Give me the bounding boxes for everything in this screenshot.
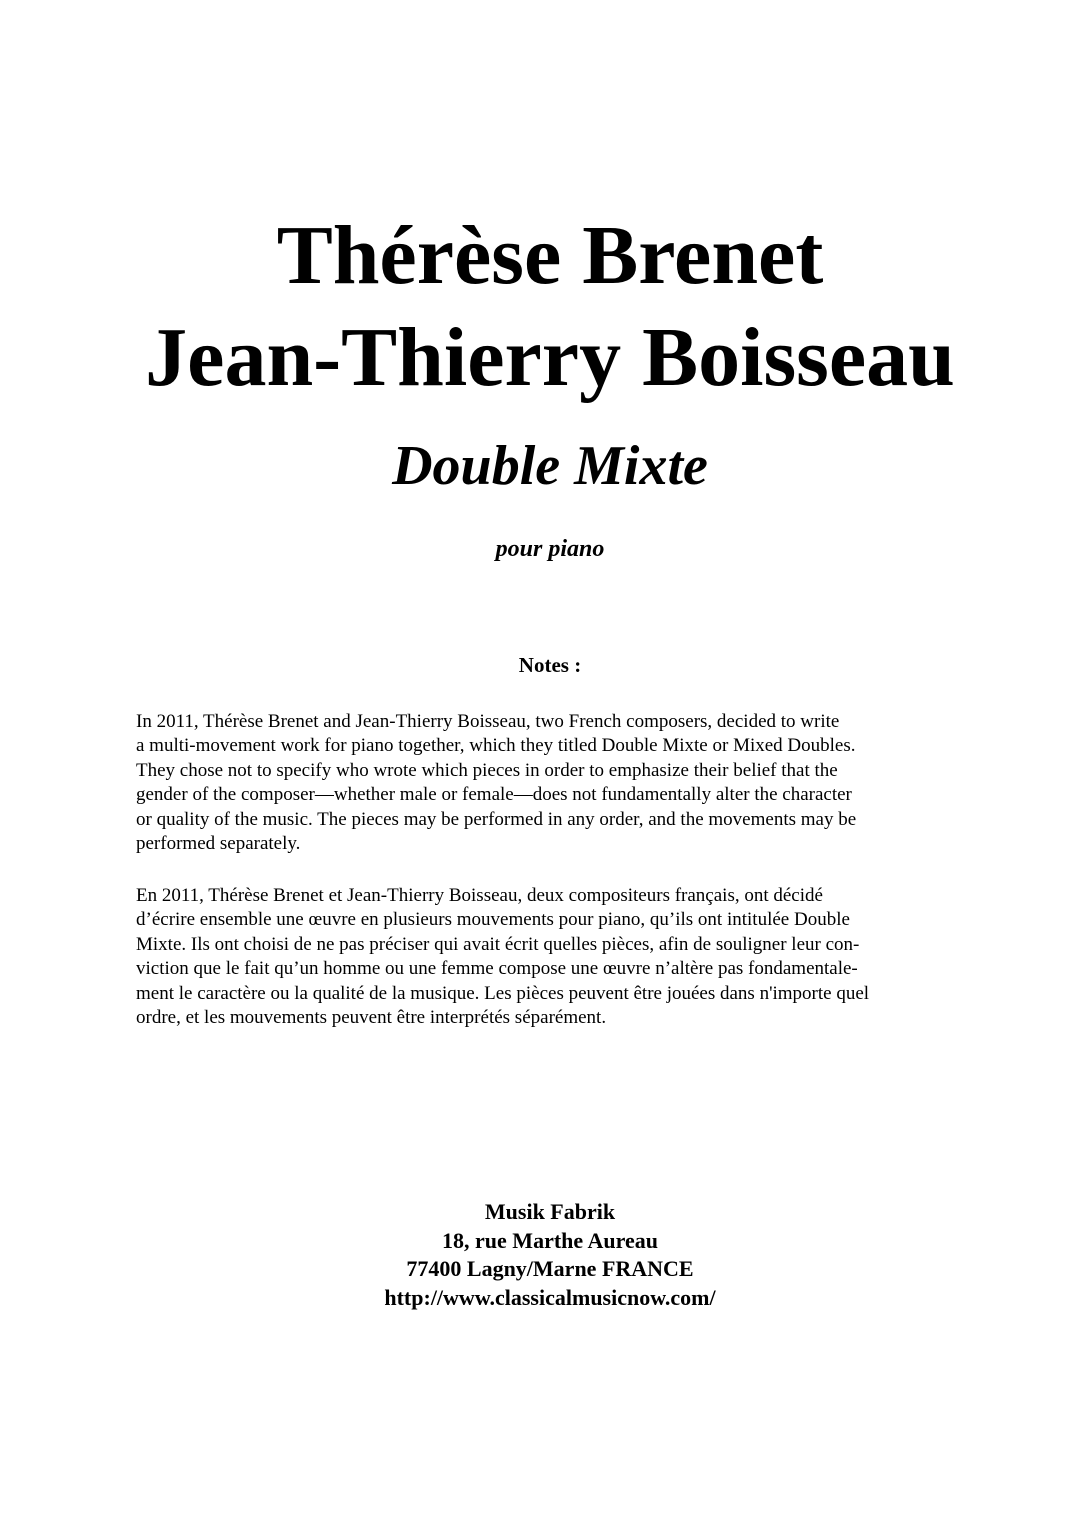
publisher-city: 77400 Lagny/Marne FRANCE: [406, 1256, 694, 1281]
notes-line: They chose not to specify who wrote which pieces in order to emphasize their belief that the: [136, 759, 838, 781]
notes-line: En 2011, Thérèse Brenet et Jean-Thierry Boisseau, deux compositeurs français, ont décidé: [136, 885, 823, 906]
work-title: Double Mixte: [392, 435, 708, 497]
notes-line: gender of the composer—whether male or female—does not fundamentally alter the character: [136, 784, 852, 806]
instrumentation: pour piano: [495, 536, 605, 562]
notes-line: viction que le fait qu’un homme ou une femme compose une œuvre n’altère pas fondamentale-: [136, 958, 858, 980]
composer-name-1: Thérèse Brenet: [276, 209, 824, 302]
notes-line: In 2011, Thérèse Brenet and Jean-Thierry Boisseau, two French composers, decided to write: [136, 711, 840, 732]
notes-line: ment le caractère ou la qualité de la musique. Les pièces peuvent être jouées dans n'importe quel: [136, 982, 870, 1004]
notes-line: a multi-movement work for piano together, which they titled Double Mixte or Mixed Doubles.: [136, 735, 856, 757]
notes-line: or quality of the music. The pieces may be performed in any order, and the movements may be: [136, 808, 857, 830]
composer-name-2: Jean-Thierry Boisseau: [145, 311, 955, 404]
notes-paragraph-english: [136, 710, 996, 856]
composer-names: [0, 205, 1071, 409]
notes-line: Mixte. Ils ont choisi de ne pas préciser qui avait écrit quelles pièces, afin de souligner leur con-: [136, 933, 860, 955]
publisher-name: Musik Fabrik: [484, 1199, 616, 1224]
notes-line: ordre, et les mouvements peuvent être interprétés séparément.: [136, 1007, 607, 1029]
notes-line: d’écrire ensemble une œuvre en plusieurs mouvements pour piano, qu’ils ont intitulée Double: [136, 909, 850, 931]
publisher-street: 18, rue Marthe Aureau: [442, 1227, 658, 1253]
notes-paragraph-french: [136, 884, 996, 1030]
publisher-block: [0, 1198, 1071, 1312]
publisher-website: http://www.classicalmusicnow.com/: [384, 1284, 716, 1310]
notes-heading: Notes :: [518, 653, 582, 677]
notes-line: performed separately.: [136, 833, 301, 855]
